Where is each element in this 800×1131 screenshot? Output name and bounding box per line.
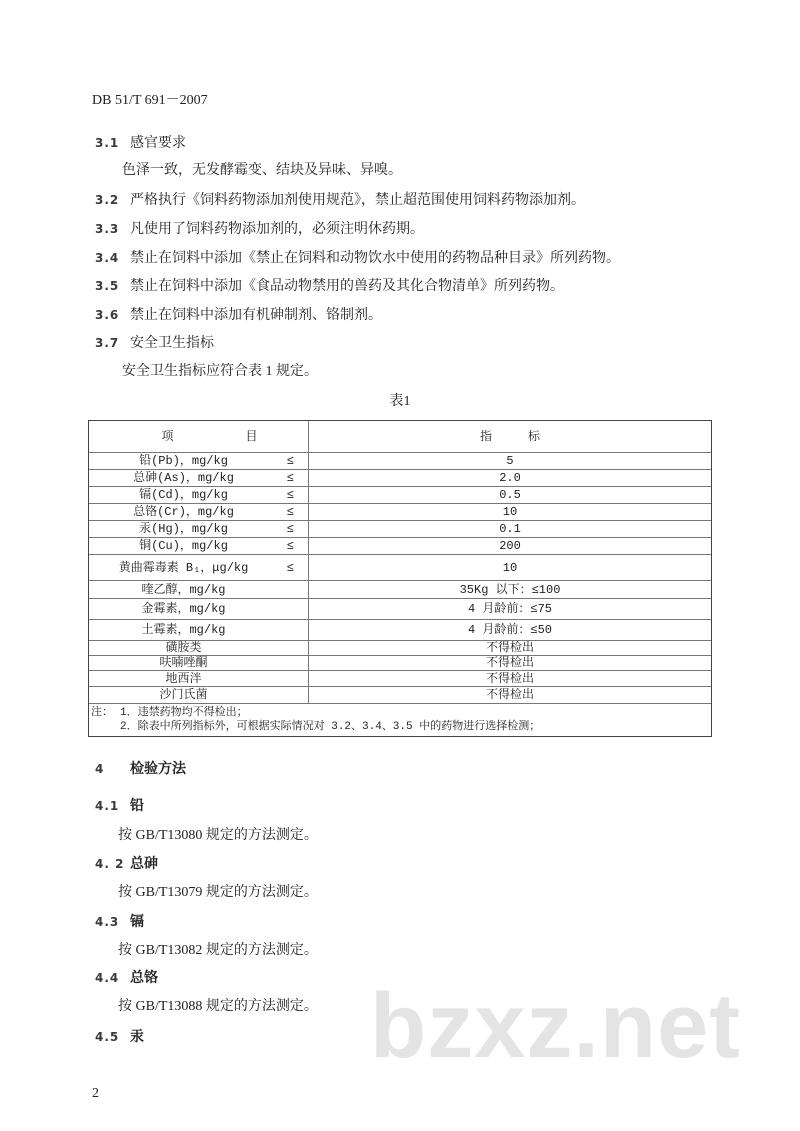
- limit-sign: ≤: [286, 488, 294, 502]
- limit-sign: ≤: [286, 539, 294, 553]
- item-cell: [89, 581, 309, 598]
- table-row: [89, 581, 711, 599]
- section-number: 4: [95, 762, 105, 776]
- clause-3-1-body: 色泽一致，无发酵霉变、结块及异味、异嗅。: [122, 163, 402, 178]
- clause-title: 镉: [130, 914, 144, 930]
- clause-title: 安全卫生指标: [130, 336, 214, 351]
- item-label: 总砷(As)，mg/kg: [133, 471, 234, 485]
- table-row: [89, 599, 711, 620]
- clause-number: 4. 2: [95, 857, 125, 871]
- clause-text: 禁止在饲料中添加有机砷制剂、铬制剂。: [130, 308, 382, 323]
- page-number: 2: [92, 1086, 99, 1101]
- clause-number: 3.7: [95, 336, 120, 350]
- limit-sign: ≤: [286, 560, 294, 575]
- limit-sign: ≤: [286, 471, 294, 485]
- clause-4-2-body: 按 GB/T13079 规定的方法测定。: [118, 885, 318, 900]
- item-label: 地西泮: [165, 671, 202, 686]
- header-cell-value: [309, 421, 711, 452]
- value-cell: 0.5: [499, 488, 521, 502]
- clause-text: 禁止在饲料中添加《禁止在饲料和动物饮水中使用的药物品种目录》所列药物。: [130, 251, 620, 266]
- note-text: 1．违禁药物均不得检出；: [120, 707, 248, 719]
- value-cell: 2.0: [499, 471, 521, 485]
- table-row: [89, 656, 711, 671]
- table-row: [89, 538, 711, 555]
- clause-text: 禁止在饲料中添加《食品动物禁用的兽药及其化合物清单》所列药物。: [130, 279, 564, 294]
- item-cell: [89, 521, 309, 537]
- clause-number: 3.2: [95, 193, 120, 207]
- item-label: 金霉素，mg/kg: [141, 602, 226, 616]
- table-row: [89, 555, 711, 581]
- clause-4-3: [95, 912, 144, 932]
- value-cell: 10: [502, 560, 518, 575]
- item-cell: [89, 538, 309, 554]
- section-4-heading: [95, 759, 186, 779]
- item-cell: [89, 470, 309, 486]
- header-item-label: 项 目: [161, 429, 258, 444]
- value-cell: 4 月龄前：≤50: [467, 623, 552, 637]
- item-label: 呋喃唑酮: [159, 656, 208, 670]
- clause-number: 3.6: [95, 308, 120, 322]
- table-row: [89, 641, 711, 656]
- clause-4-5: [95, 1027, 144, 1047]
- note-line: [91, 706, 711, 720]
- value-cell: 不得检出: [485, 656, 534, 670]
- table-row: [89, 521, 711, 538]
- limit-sign: ≤: [286, 454, 294, 468]
- clause-text: 凡使用了饲料药物添加剂的，必须注明休药期。: [130, 222, 424, 237]
- item-cell: [89, 671, 309, 686]
- table-row: [89, 671, 711, 687]
- clause-title: 汞: [130, 1029, 144, 1045]
- clause-title: 总铬: [130, 970, 158, 986]
- table-header-row: [89, 421, 711, 453]
- value-cell: 10: [502, 505, 518, 519]
- watermark: bzxz.net: [370, 975, 741, 1077]
- table-row: [89, 470, 711, 487]
- item-label: 喹乙醇，mg/kg: [141, 582, 226, 597]
- header-value-label: 指 标: [479, 429, 540, 444]
- table-row: [89, 453, 711, 470]
- value-cell: 不得检出: [485, 641, 534, 655]
- clause-4-1: [95, 796, 144, 816]
- note-line: [91, 720, 711, 734]
- table-caption: 表1: [389, 394, 411, 409]
- item-cell: [89, 599, 309, 619]
- value-cell: 4 月龄前：≤75: [467, 602, 552, 616]
- clause-number: 3.3: [95, 222, 120, 236]
- clause-number: 3.5: [95, 279, 120, 293]
- clause-3-5: [95, 276, 564, 296]
- table-notes: [89, 704, 711, 736]
- item-cell: [89, 620, 309, 640]
- item-cell: [89, 487, 309, 503]
- clause-4-4-body: 按 GB/T13088 规定的方法测定。: [118, 999, 318, 1014]
- value-cell: 不得检出: [485, 688, 534, 702]
- clause-3-7: [95, 333, 214, 353]
- note-text: 2．除表中所列指标外，可根据实际情况对 3.2、3.4、3.5 中的药物进行选择检测；: [120, 721, 541, 733]
- clause-number: 4.3: [95, 915, 120, 929]
- clause-4-4: [95, 968, 158, 988]
- item-label: 汞(Hg)，mg/kg: [139, 522, 228, 536]
- clause-number: 4.1: [95, 799, 120, 813]
- clause-title: 感官要求: [130, 136, 186, 151]
- clause-number: 3.4: [95, 251, 120, 265]
- clause-3-6: [95, 305, 382, 325]
- item-cell: [89, 687, 309, 703]
- item-label: 磺胺类: [165, 641, 202, 655]
- value-cell: 不得检出: [485, 671, 534, 686]
- table-row: [89, 620, 711, 641]
- table-row: [89, 504, 711, 521]
- item-label: 镉(Cd)，mg/kg: [139, 488, 228, 502]
- clause-number: 4.5: [95, 1030, 120, 1044]
- item-label: 铜(Cu)，mg/kg: [139, 539, 228, 553]
- item-label: 黄曲霉毒素 B₁，μg/kg: [118, 560, 249, 575]
- item-label: 总铬(Cr)，mg/kg: [133, 505, 234, 519]
- value-cell: 200: [499, 539, 521, 553]
- clause-3-3: [95, 219, 424, 239]
- value-cell: 35Kg 以下：≤100: [459, 582, 561, 597]
- clause-4-2: [95, 854, 158, 874]
- item-label: 土霉素，mg/kg: [141, 623, 226, 637]
- clause-3-7-body: 安全卫生指标应符合表 1 规定。: [122, 364, 318, 379]
- value-cell: 0.1: [499, 522, 521, 536]
- clause-text: 严格执行《饲料药物添加剂使用规范》，禁止超范围使用饲料药物添加剂。: [130, 193, 585, 208]
- clause-3-2: [95, 190, 585, 210]
- limit-sign: ≤: [286, 505, 294, 519]
- clause-number: 3.1: [95, 136, 120, 150]
- table-row: [89, 687, 711, 704]
- clause-title: 铅: [130, 798, 144, 814]
- standard-code-header: DB 51/T 691－2007: [92, 93, 208, 108]
- section-title: 检验方法: [130, 761, 186, 777]
- limit-sign: ≤: [286, 522, 294, 536]
- item-cell: [89, 656, 309, 670]
- clause-3-1: [95, 133, 186, 153]
- item-cell: [89, 453, 309, 469]
- item-label: 铅(Pb)，mg/kg: [139, 454, 228, 468]
- clause-3-4: [95, 248, 620, 268]
- safety-indicator-table: [88, 420, 712, 737]
- item-cell: [89, 504, 309, 520]
- value-cell: 5: [506, 454, 514, 468]
- note-label: 注：: [91, 707, 113, 719]
- table-row: [89, 487, 711, 504]
- item-cell: [89, 555, 309, 580]
- clause-4-3-body: 按 GB/T13082 规定的方法测定。: [118, 943, 318, 958]
- header-cell-item: [89, 421, 309, 452]
- item-label: 沙门氏菌: [159, 688, 208, 702]
- clause-number: 4.4: [95, 971, 120, 985]
- clause-title: 总砷: [130, 856, 158, 872]
- clause-4-1-body: 按 GB/T13080 规定的方法测定。: [118, 828, 318, 843]
- item-cell: [89, 641, 309, 655]
